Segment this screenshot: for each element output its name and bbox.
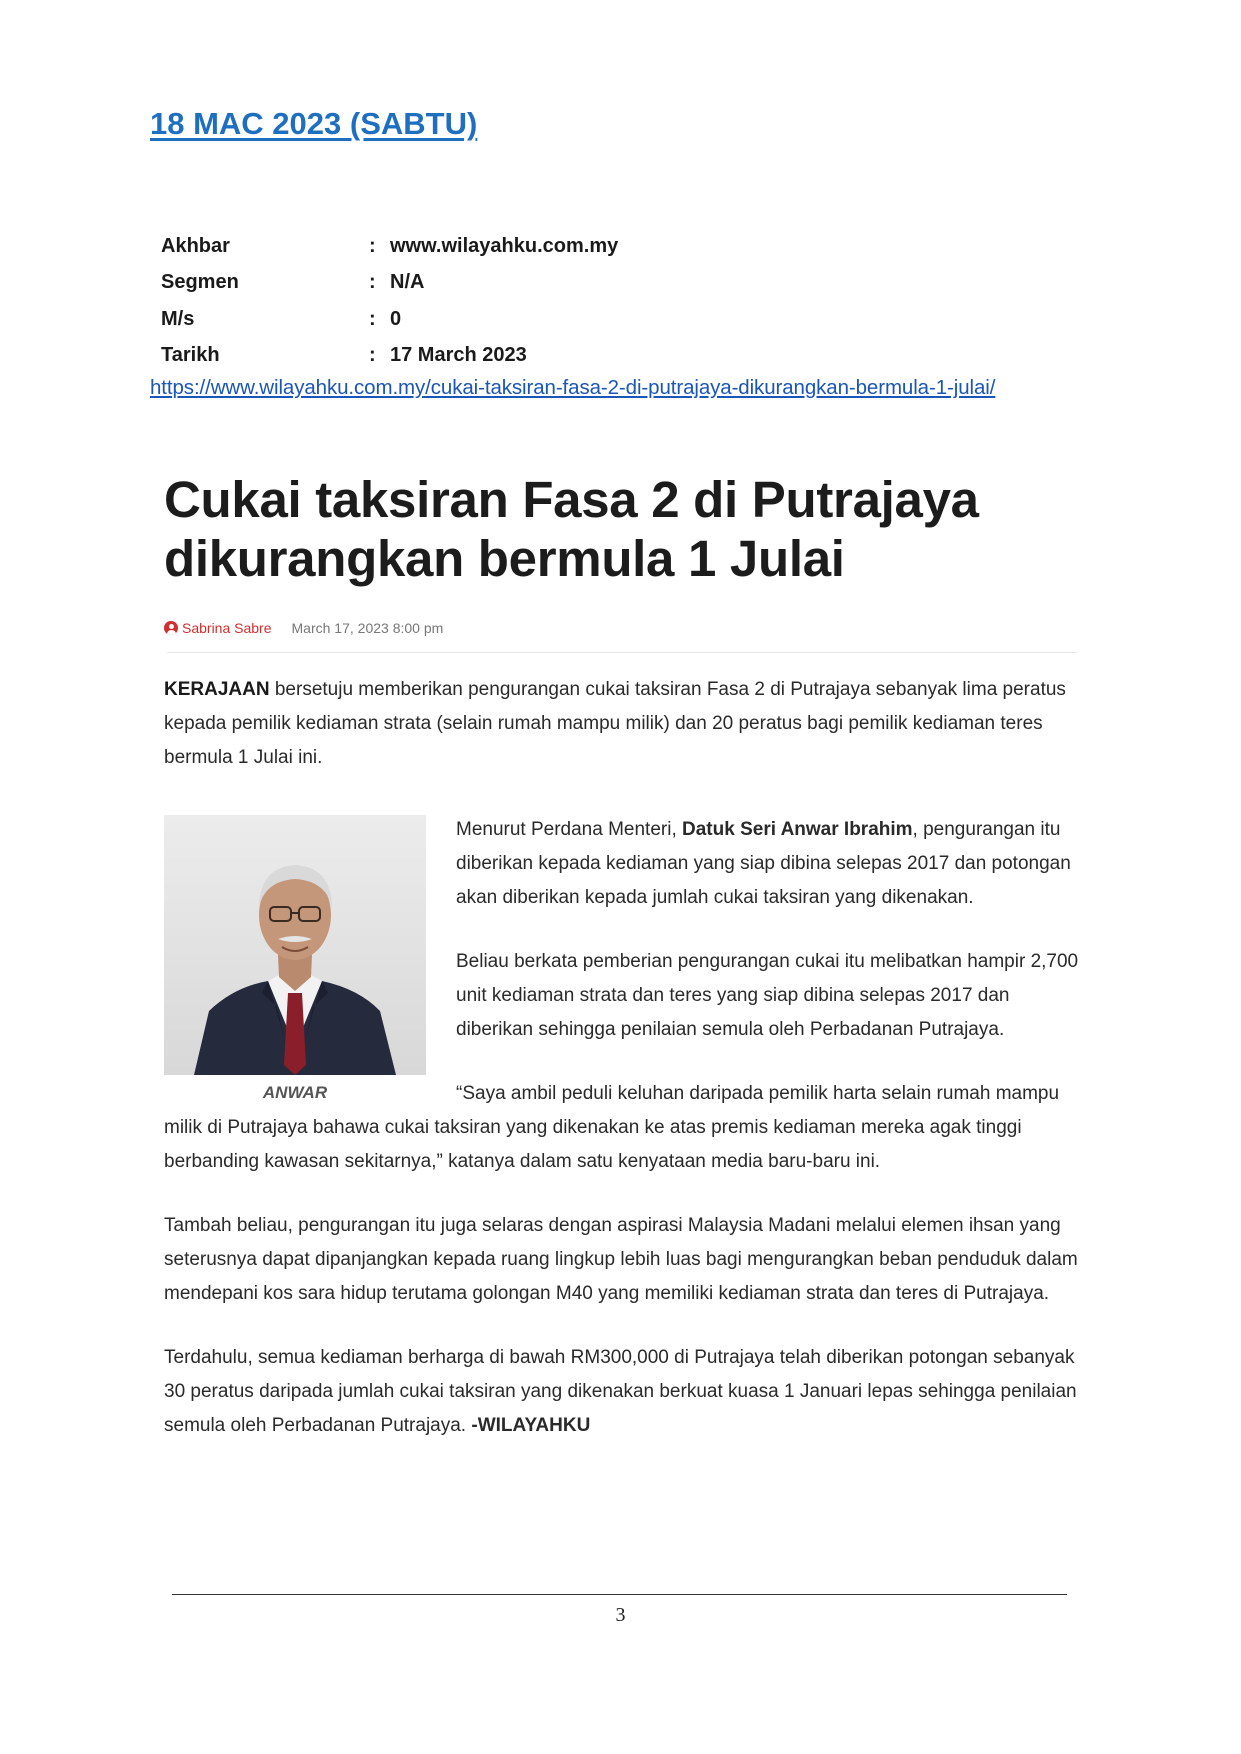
meta-row-ms [161, 301, 618, 338]
p2-text-rest: , pengurangan itu diberikan kepada kediaman yang siap dibina selepas 2017 dan potongan akan diberikan kepada jumlah cukai taksiran yang dikenakan. [456, 819, 1071, 908]
meta-colon: : [369, 271, 376, 294]
author-link[interactable] [164, 620, 272, 636]
meta-value: www.wilayahku.com.my [390, 234, 619, 257]
page-number: 3 [615, 1604, 626, 1626]
p6-text: Terdahulu, semua kediaman berharga di bawah RM300,000 di Putrajaya telah diberikan potongan sebanyak 30 peratus daripada jumlah cukai taksiran yang dikenakan berkuat kuasa 1 Januari lepas sehingga penilaian semula oleh Perbadanan Putrajaya. [164, 1347, 1077, 1436]
photo-caption: ANWAR [262, 1083, 328, 1102]
article-paragraph-6 [164, 1341, 1079, 1443]
lead-word: KERAJAAN [164, 679, 270, 700]
meta-label: Segmen [161, 271, 239, 294]
meta-label: M/s [161, 307, 195, 330]
meta-row-tarikh [161, 338, 618, 375]
p1-text: bersetuju memberikan pengurangan cukai taksiran Fasa 2 di Putrajaya sebanyak lima peratus kepada pemilik kediaman strata (selain rumah mampu milik) dan 20 peratus bagi pemilik kediaman teres bermula 1 Julai ini. [164, 679, 1066, 768]
article-byline [164, 618, 1079, 638]
meta-value: N/A [390, 271, 425, 294]
meta-colon: : [369, 234, 376, 257]
article-headline: Cukai taksiran Fasa 2 di Putrajaya dikurangkan bermula 1 Julai [164, 471, 979, 587]
portrait-photo [164, 815, 426, 1075]
footer-divider [172, 1594, 1067, 1595]
article-paragraph-3: Beliau berkata pemberian pengurangan cukai itu melibatkan hampir 2,700 unit kediaman strata dan teres yang siap dibina selepas 2017 dan diberikan sehingga penilaian semula oleh Perbadanan Putrajaya. [456, 951, 1079, 1040]
signoff: -WILAYAHKU [471, 1415, 591, 1436]
meta-colon: : [369, 344, 376, 367]
meta-row-segmen [161, 265, 618, 302]
meta-value: 0 [390, 307, 402, 330]
meta-label: Tarikh [161, 344, 220, 367]
byline-divider [167, 652, 1077, 653]
portrait-illustration [164, 815, 426, 1075]
source-url-link[interactable]: https://www.wilayahku.com.my/cukai-taksiran-fasa-2-di-putrajaya-dikurangkan-bermula-1-julai/ [150, 376, 996, 399]
author-name: Sabrina Sabre [182, 620, 272, 636]
p2-text-start: Menurut Perdana Menteri, [456, 819, 683, 840]
article-clipping [164, 470, 1079, 1443]
meta-label: Akhbar [161, 234, 230, 257]
meta-value: 17 March 2023 [390, 344, 527, 367]
article-paragraph-4: “Saya ambil peduli keluhan daripada pemilik harta selain rumah mampu milik di Putrajaya bahawa cukai taksiran yang dikenakan ke atas premis kediaman mereka agak tinggi berbanding kawasan sekitarnya,” katanya dalam satu kenyataan media baru-baru ini. [164, 1083, 1060, 1172]
meta-table [161, 228, 618, 374]
article-datetime: March 17, 2023 8:00 pm [291, 620, 444, 636]
meta-colon: : [369, 307, 376, 330]
meta-row-akhbar [161, 228, 618, 265]
user-icon [164, 621, 178, 635]
page-date-heading: 18 MAC 2023 (SABTU) [150, 106, 478, 141]
article-figure [164, 815, 426, 1103]
article-paragraph-1 [164, 673, 1079, 775]
person-name: Datuk Seri Anwar Ibrahim [682, 819, 913, 840]
article-paragraph-5: Tambah beliau, pengurangan itu juga selaras dengan aspirasi Malaysia Madani melalui elemen ihsan yang seterusnya dapat dipanjangkan kepada ruang lingkup lebih luas bagi mengurangkan beban penduduk dalam mendepani kos sara hidup terutama golongan M40 yang memiliki kediaman strata dan teres di Putrajaya. [164, 1215, 1078, 1304]
